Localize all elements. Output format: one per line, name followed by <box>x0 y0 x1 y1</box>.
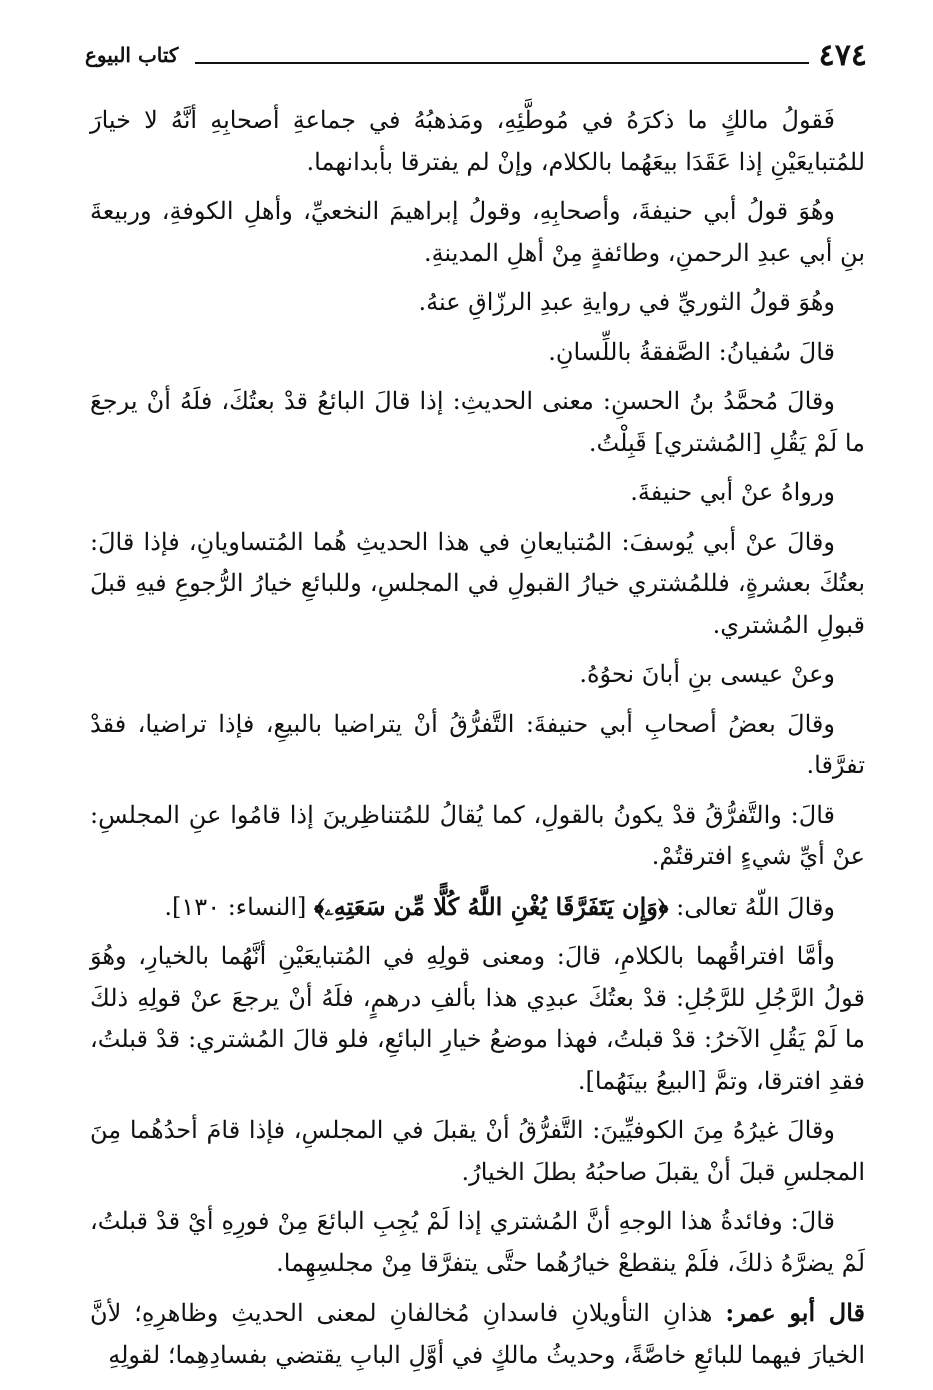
final-paragraph-lead: قال أبو عمر: <box>725 1298 866 1327</box>
final-paragraph <box>90 1292 865 1376</box>
paragraph-8: وعنْ عيسى بنِ أبانَ نحوُهُ. <box>579 660 835 688</box>
paragraph-5: وقالَ مُحمَّدُ بنُ الحسنِ: معنى الحديثِ: إذا قالَ البائعُ قدْ بعتُكَ، فلَهُ أنْ يرجعَ ما لَمْ يَقُلِ [المُشتري] قَبِلْتُ. <box>90 387 865 457</box>
book-title: كتاب البيوع <box>85 43 179 67</box>
paragraph-12: وقالَ غيرُهُ مِنَ الكوفيِّينَ: التَّفرُّقُ أنْ يقبلَ في المجلسِ، فإذا قامَ أحدُهُما مِنَ المجلسِ قبلَ أنْ يقبلَ صاحبُهُ بطلَ الخيارُ. <box>90 1116 865 1186</box>
page-header <box>85 34 867 74</box>
paragraph-10: قالَ: والتَّفرُّقُ قدْ يكونُ بالقولِ، كما يُقالُ للمُتناظِرينَ إذا قامُوا عنِ المجلسِ: عنْ أيِّ شيءٍ افترقتُمْ. <box>90 800 865 870</box>
paragraph-9: وقالَ بعضُ أصحابِ أبي حنيفةَ: التَّفرُّقُ أنْ يتراضيا بالبيعِ، فإذا تراضيا، فقدْ تفرَّقا. <box>90 709 865 779</box>
paragraph-4: قالَ سُفيانُ: الصَّفقةُ باللِّسانِ. <box>548 337 835 366</box>
paragraph-13: قالَ: وفائدةُ هذا الوجهِ أنَّ المُشتري إذا لَمْ يُجِبِ البائعَ مِنْ فورِهِ أيْ قدْ قبلتُ، لَمْ يضرَّهُ ذلكَ، فلَمْ ينقطعْ خيارُهُما حتَّى يتفرَّقا مِنْ مجلسِهِما. <box>90 1207 865 1277</box>
quran-prefix: وقالَ اللّهُ تعالى: <box>676 892 835 921</box>
final-paragraph-text: هذانِ التأويلانِ فاسدانِ مُخالفانِ لمعنى الحديثِ وظاهرِهِ؛ لأنَّ الخيارَ فيهما للبائعِ خاصَّةً، وحديثُ مالكٍ في أوَّلِ البابِ يقتضي بفسادِهِما؛ لقولِهِ <box>90 1299 865 1369</box>
quran-citation: [النساء: ١٣٠]. <box>164 892 307 921</box>
paragraph-11: وأمَّا افتراقُهما بالكلامِ، قالَ: ومعنى قولِهِ في المُتبايعَيْنِ أنَّهُما بالخيارِ، وهُوَ قولُ الرَّجُلِ للرَّجُلِ: قدْ بعتُكَ عبدِي هذا بألفِ درهمٍ، فلَهُ أنْ يرجعَ عنْ قولِهِ ذلكَ ما لَمْ يَقُلِ الآخرُ: قدْ قبلتُ، فهذا موضعُ خيارِ البائعِ، فلو قالَ المُشتري: قدْ قبلتُ، فقدِ افترقا، وتمَّ [البيعُ بينَهُما]. <box>90 942 865 1095</box>
paragraph-3: وهُوَ قولُ الثوريِّ في روايةِ عبدِ الرزّاقِ عنهُ. <box>418 288 835 316</box>
main-text <box>90 100 865 1384</box>
quran-verse: ﴿وَإِن يَتَفَرَّقَا يُغْنِ اللَّهُ كُلًّا مِّن سَعَتِهِۦ﴾ <box>314 891 669 921</box>
paragraph-1: فَقولُ مالكٍ ما ذكرَهُ في مُوطَّئِهِ، ومَذهبُهُ في جماعةِ أصحابِهِ أنَّهُ لا خيارَ للمُتبايعَيْنِ إذا عَقَدَا بيعَهُما بالكلام، وإنْ لم يفترقا بأبدانهما. <box>90 106 865 176</box>
quran-paragraph <box>90 886 865 929</box>
header-rule <box>195 62 809 64</box>
page-number: ٤٧٤ <box>818 38 867 73</box>
paragraph-7: وقالَ عنْ أبي يُوسفَ: المُتبايعانِ في هذا الحديثِ هُما المُتساويانِ، فإذا قالَ: بعتُكَ بعشرةٍ، فللمُشتري خيارُ القبولِ في المجلسِ، وللبائعِ خيارُ الرُّجوعِ فيهِ قبلَ قبولِ المُشتري. <box>90 527 865 639</box>
paragraph-2: وهُوَ قولُ أبي حنيفةَ، وأصحابِهِ، وقولُ إبراهيمَ النخعيِّ، وأهلِ الكوفةِ، وربيعةَ بنِ أبي عبدِ الرحمنِ، وطائفةٍ مِنْ أهلِ المدينةِ. <box>90 197 865 267</box>
paragraph-6: ورواهُ عنْ أبي حنيفةَ. <box>630 478 835 506</box>
